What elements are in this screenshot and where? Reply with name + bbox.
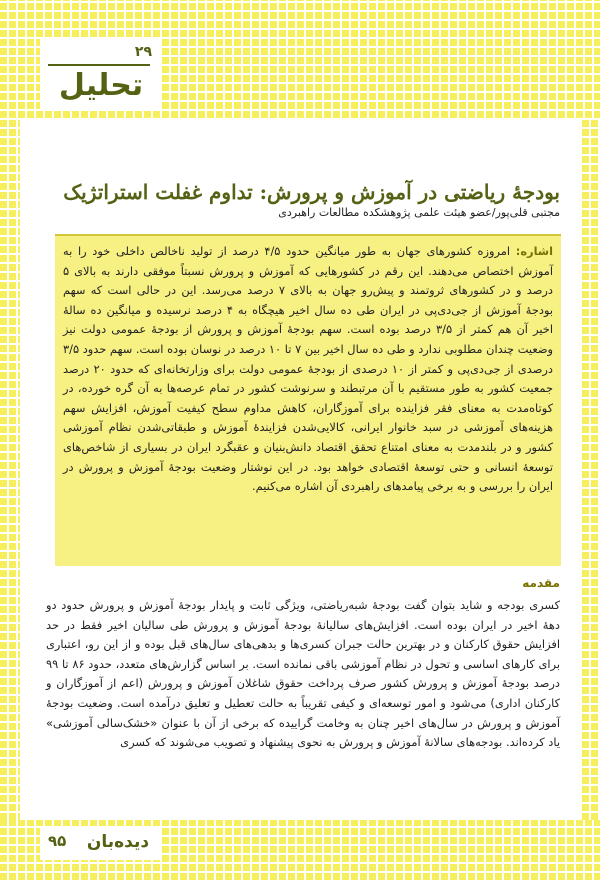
abstract-text: امروزه کشورهای جهان به طور میانگین حدود ۴/۵ درصد از تولید ناخالص داخلی خود را به آموزش اختصاص می‌دهند. این رقم در کشورهایی که آموزش و پرورش نسبتاً موفقی دارند به بالای ۵ درصد و در کشورهای ثروتمند و پیش‌رو جهان به بالای ۷ درصد می‌رسد. این در حالی است که سهم بودجهٔ آموزش از جی‌دی‌پی در ایران طی ده سال اخیر هیچگاه به ۴ درصد نرسیده و میانگین ده سالهٔ اخیر آن هم کمتر از ۳/۵ درصد بوده است. سهم بودجهٔ آموزش و پرورش از بودجهٔ عمومی دولت نیز وضعیت چندان مطلوبی ندارد و طی ده سال اخیر بین ۷ تا ۱۰ درصد در نوسان بوده است. سهم حدود ۳/۵ درصدی از جی‌دی‌پی و کمتر از ۱۰ درصدی از بودجهٔ عمومی دولت برای وزارتخانه‌ای که حدود ۲۰ درصد جمعیت کشور به طور مستقیم با آن مرتبطند و سرنوشت کشور در تمام عرصه‌ها به آن گره خورده، در کوتاه‌مدت به معنای فقر فزاینده برای آموزگاران، کاهش مداوم سطح کیفیت آموزش، افزایش سهم هزینه‌های آموزشی در سبد خانوار ایرانی، کالایی‌شدن فزایندهٔ آموزش و طبقاتی‌شدن نظام آموزشی کشور و در بلندمدت به معنای امتناع تحقق اقتصاد دانش‌بنیان و عقبگرد ایران در بسیاری از شاخص‌های توسعهٔ انسانی و حتی توسعهٔ اقتصادی خواهد بود. در این نوشتار وضعیت بودجهٔ آموزش و پرورش در ایران را بررسی و به برخی پیامدهای راهبردی آن اشاره می‌کنیم.: [63, 244, 554, 494]
decorative-pattern-left: [0, 118, 20, 820]
article-author: مجتبی قلی‌پور/عضو هیئت علمی پژوهشکده مطالعات راهبردی: [278, 206, 560, 219]
section-title: تحلیل: [58, 68, 144, 103]
page-number: ۲۹: [134, 44, 152, 60]
footer-page-number: ۹۵: [48, 832, 67, 850]
footer: [40, 826, 160, 860]
abstract-box: [55, 234, 561, 566]
intro-heading: مقدمه: [522, 576, 560, 590]
article-title: بودجهٔ ریاضتی در آموزش و پرورش: تداوم غفلت استراتژیک: [63, 180, 560, 204]
header-divider: [48, 64, 150, 66]
publication-logo: دیده‌بان: [86, 832, 150, 852]
intro-paragraph: کسری بودجه و شاید بتوان گفت بودجهٔ شبه‌ریاضتی، ویژگی ثابت و پایدار بودجهٔ آموزش و پرورش حدود دو دههٔ اخیر در ایران بوده است. افزایش‌های سالیانهٔ بودجهٔ آموزش و پرورش طی سالیان اخیر فقط در حد افزایش حقوق کارکنان و در بهترین حالت جبران کسری‌ها و بدهی‌های سال‌های قبل بوده و از این رو، اعتباری برای کارهای اساسی و تحول در نظام آموزشی باقی نمانده است. بر اساس گزارش‌های متعدد، حدود ۸۶ تا ۹۹ درصد بودجهٔ آموزش و پرورش کشور صرف پرداخت حقوق شاغلان آموزش و پرورش (اعم از آموزگاران و کارکنان اداری) می‌شود و امور توسعه‌ای و کیفی تقریباً به حالت تعطیل و تعلیق درآمده است. وضعیت بودجهٔ آموزش و پرورش در سال‌های اخیر چنان به وخامت گراییده که برخی از آن با عنوان «خشک‌سالی آموزشی» یاد کرده‌اند. بودجه‌های سالانهٔ آموزش و پرورش به نحوی پیشنهاد و تصویب می‌شوند که کسری: [46, 598, 560, 750]
section-header: [40, 38, 162, 110]
abstract-label: اشاره:: [515, 244, 553, 258]
abstract-paragraph: [63, 242, 553, 497]
decorative-pattern-right: [582, 118, 600, 820]
